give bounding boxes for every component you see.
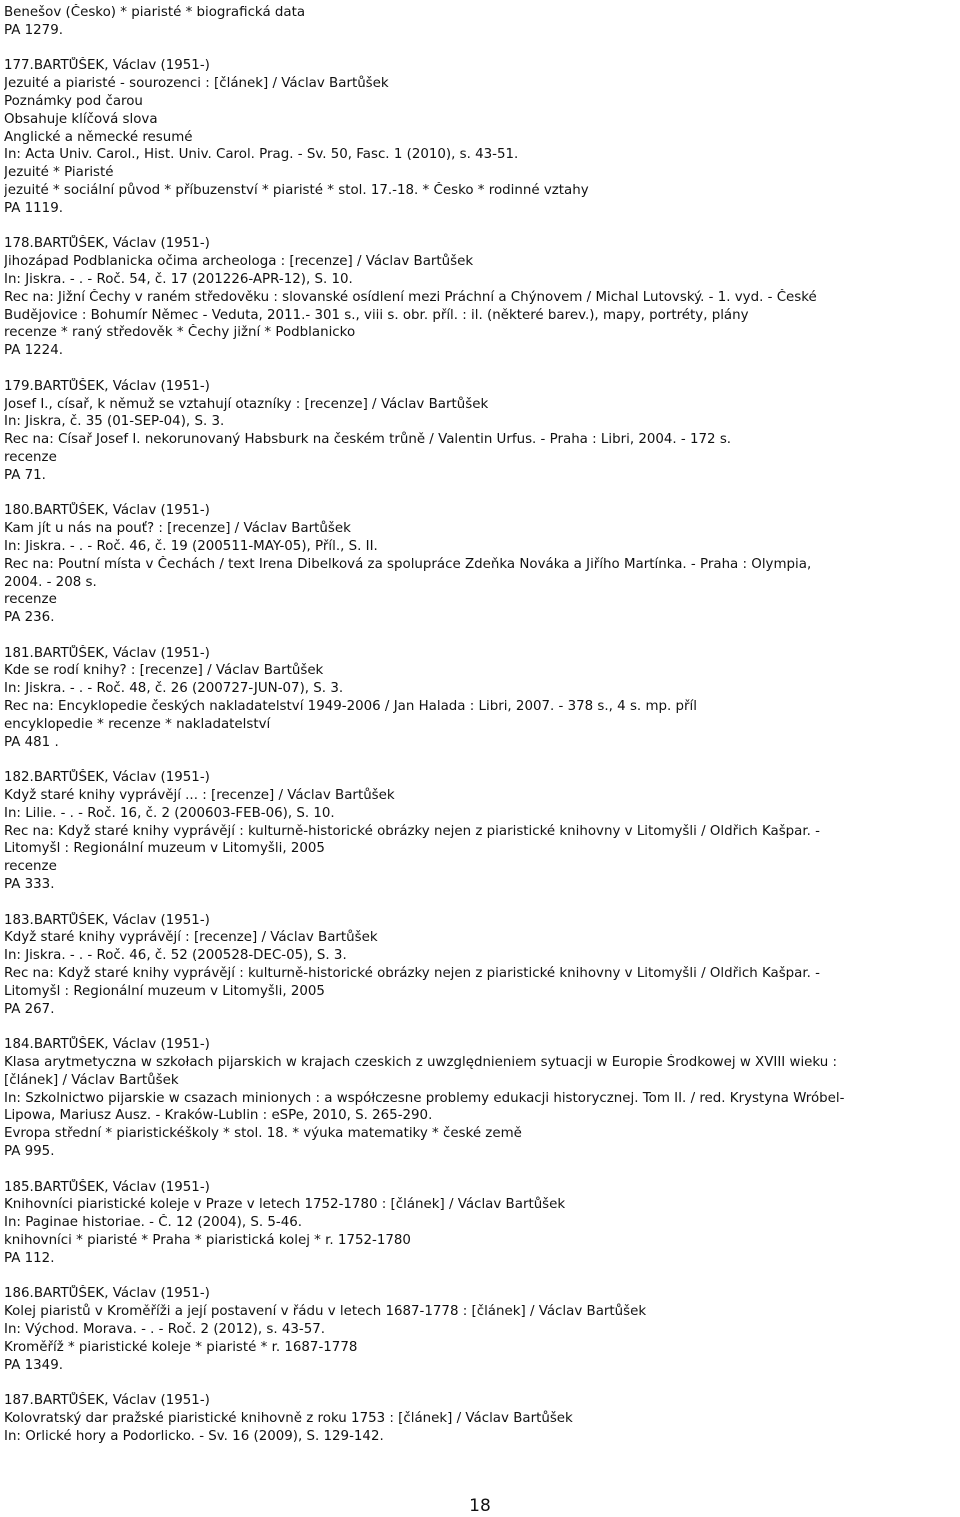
entry-review-of: Rec na: Když staré knihy vyprávějí : kulturně-historické obrázky nejen z piaristické knihovny v Litomyšli / Oldřich Kašpar. - — [4, 966, 820, 982]
entry-187 — [4, 1392, 956, 1445]
entry-title: Knihovníci piaristické koleje v Praze v letech 1752-1780 : [článek] / Václav Bartůšek — [4, 1197, 566, 1213]
entry-source: In: Lilie. - . - Roč. 16, č. 2 (200603-FEB-06), S. 10. — [4, 805, 335, 821]
entry-pa-number: PA 481 . — [4, 734, 59, 750]
entry-source: In: Jiskra. - . - Roč. 54, č. 17 (201226-APR-12), S. 10. — [4, 271, 353, 287]
entry-heading: 177.BARTŮŠEK, Václav (1951-) — [4, 58, 210, 74]
entry-pa-number: PA 1349. — [4, 1357, 63, 1373]
entry-heading: 182.BARTŮŠEK, Václav (1951-) — [4, 770, 210, 786]
entry-pa-number: PA 236. — [4, 610, 55, 626]
entry-heading: 180.BARTŮŠEK, Václav (1951-) — [4, 503, 210, 519]
entry-source: In: Jiskra. - . - Roč. 48, č. 26 (200727-JUN-07), S. 3. — [4, 681, 344, 697]
entry-title: Když staré knihy vyprávějí ... : [recenze] / Václav Bartůšek — [4, 788, 395, 804]
entry-title: Kde se rodí knihy? : [recenze] / Václav Bartůšek — [4, 663, 324, 679]
entry-source: In: Jiskra. - . - Roč. 46, č. 52 (200528-DEC-05), S. 3. — [4, 948, 347, 964]
entry-line: Poznámky pod čarou — [4, 93, 143, 109]
entry-review-of: Budějovice : Bohumír Němec - Veduta, 2011.- 301 s., viii s. obr. příl. : il. (některé barev.), mapy, portréty, plány — [4, 307, 749, 323]
entry-heading: 179.BARTŮŠEK, Václav (1951-) — [4, 378, 210, 394]
entry-heading: 178.BARTŮŠEK, Václav (1951-) — [4, 236, 210, 252]
entry-title: Když staré knihy vyprávějí : [recenze] / Václav Bartůšek — [4, 930, 378, 946]
entry-review-of: Rec na: Císař Josef I. nekorunovaný Habsburk na českém trůně / Valentin Urfus. - Praha : Libri, 2004. - 172 s. — [4, 432, 732, 448]
entry-line: Anglické a německé resumé — [4, 129, 193, 145]
entry-pa-number: PA 333. — [4, 877, 55, 893]
entry-title: Kolovratský dar pražské piaristické knihovně z roku 1753 : [článek] / Václav Bartůšek — [4, 1410, 573, 1426]
entry-review-of: 2004. - 208 s. — [4, 574, 97, 590]
entry-title: Josef I., císař, k němuž se vztahují otazníky : [recenze] / Václav Bartůšek — [4, 396, 489, 412]
entry-181 — [4, 645, 956, 752]
entry-184 — [4, 1036, 956, 1161]
entry-keywords: recenze — [4, 592, 57, 608]
entry-186 — [4, 1285, 956, 1374]
entry-pa-number: PA 1224. — [4, 343, 63, 359]
entry-source: In: Východ. Morava. - . - Roč. 2 (2012), s. 43-57. — [4, 1321, 326, 1337]
entry-178 — [4, 235, 956, 360]
entry-source: In: Szkolnictwo pijarskie w csazach minionych : a współczesne problemy edukacji historycznej. Tom II. / red. Krystyna Wróbel- — [4, 1090, 845, 1106]
entry-keywords: jezuité * sociální původ * příbuzenství * piaristé * stol. 17.-18. * Česko * rodinné vztahy — [4, 182, 589, 198]
document-page — [4, 4, 956, 1446]
entry-heading: 185.BARTŮŠEK, Václav (1951-) — [4, 1179, 210, 1195]
entry-title: Jezuité a piaristé - sourozenci : [článek] / Václav Bartůšek — [4, 76, 389, 92]
entry-line: Obsahuje klíčová slova — [4, 111, 158, 127]
entry-source: In: Acta Univ. Carol., Hist. Univ. Carol. Prag. - Sv. 50, Fasc. 1 (2010), s. 43-51. — [4, 147, 519, 163]
entry-line: PA 1279. — [4, 22, 63, 38]
entry-keywords: recenze * raný středověk * Čechy jižní * Podblanicko — [4, 325, 356, 341]
entry-source: Lipowa, Mariusz Ausz. - Kraków-Lublin : eSPe, 2010, S. 265-290. — [4, 1108, 433, 1124]
entry-title: Kam jít u nás na pouť? : [recenze] / Václav Bartůšek — [4, 521, 351, 537]
entry-line: Benešov (Česko) * piaristé * biografická data — [4, 5, 306, 20]
entry-source: In: Orlické hory a Podorlicko. - Sv. 16 (2009), S. 129-142. — [4, 1428, 384, 1444]
entry-review-of: Rec na: Jižní Čechy v raném středověku : slovanské osídlení mezi Práchní a Chýnovem / Michal Lutovský. - 1. vyd. - České — [4, 289, 817, 305]
entry-review-of: Rec na: Encyklopedie českých nakladatelství 1949-2006 / Jan Halada : Libri, 2007. - 378 s., 4 s. mp. příl — [4, 699, 697, 715]
entry-keywords: knihovníci * piaristé * Praha * piaristická kolej * r. 1752-1780 — [4, 1232, 411, 1248]
entry-review-of: Litomyšl : Regionální muzeum v Litomyšli, 2005 — [4, 983, 325, 999]
entry-185 — [4, 1179, 956, 1268]
entry-heading: 187.BARTŮŠEK, Václav (1951-) — [4, 1393, 210, 1409]
entry-183 — [4, 912, 956, 1019]
entry-heading: 184.BARTŮŠEK, Václav (1951-) — [4, 1037, 210, 1053]
entry-keywords: encyklopedie * recenze * nakladatelství — [4, 716, 271, 732]
entry-title: Jihozápad Podblanicka očima archeologa : [recenze] / Václav Bartůšek — [4, 254, 474, 270]
entry-keywords: Evropa střední * piaristickéškoly * stol. 18. * výuka matematiky * české země — [4, 1126, 522, 1142]
entry-title: Kolej piaristů v Kroměříži a její postavení v řádu v letech 1687-1778 : [článek] / Václav Bartůšek — [4, 1304, 647, 1320]
entry-pa-number: PA 112. — [4, 1250, 55, 1266]
entry-review-of: Rec na: Když staré knihy vyprávějí : kulturně-historické obrázky nejen z piaristické knihovny v Litomyšli / Oldřich Kašpar. - — [4, 823, 820, 839]
entry-keywords: recenze — [4, 859, 57, 875]
entry-heading: 183.BARTŮŠEK, Václav (1951-) — [4, 912, 210, 928]
page-number: 18 — [469, 1496, 491, 1516]
entry-heading: 181.BARTŮŠEK, Václav (1951-) — [4, 645, 210, 661]
entry-pa-number: PA 71. — [4, 467, 46, 483]
entry-182 — [4, 769, 956, 894]
entry-source: In: Paginae historiae. - Č. 12 (2004), S. 5-46. — [4, 1215, 303, 1231]
entry-pa-number: PA 1119. — [4, 200, 63, 216]
entry-keywords: Jezuité * Piaristé — [4, 165, 114, 181]
entry-source: In: Jiskra. - . - Roč. 46, č. 19 (200511-MAY-05), Příl., S. II. — [4, 538, 378, 554]
entry-source: In: Jiskra, č. 35 (01-SEP-04), S. 3. — [4, 414, 225, 430]
entry-keywords: Kroměříž * piaristické koleje * piaristé * r. 1687-1778 — [4, 1339, 358, 1355]
entry-title: [článek] / Václav Bartůšek — [4, 1072, 179, 1088]
entry-review-of: Litomyšl : Regionální muzeum v Litomyšli, 2005 — [4, 841, 325, 857]
entry-review-of: Rec na: Poutní místa v Čechách / text Irena Dibelková za spolupráce Zdeňka Nováka a Jiřího Martínka. - Praha : Olympia, — [4, 556, 812, 572]
header-entry — [4, 4, 956, 40]
entry-title: Klasa arytmetyczna w szkołach pijarskich w krajach czeskich z uwzględnieniem sytuacji w Europie Środkowej w XVIII wieku : — [4, 1055, 838, 1071]
entry-keywords: recenze — [4, 449, 57, 465]
entry-pa-number: PA 267. — [4, 1001, 55, 1017]
entry-179 — [4, 378, 956, 485]
entry-pa-number: PA 995. — [4, 1144, 55, 1159]
entry-180 — [4, 502, 956, 627]
entry-177 — [4, 57, 956, 217]
entry-heading: 186.BARTŮŠEK, Václav (1951-) — [4, 1286, 210, 1302]
